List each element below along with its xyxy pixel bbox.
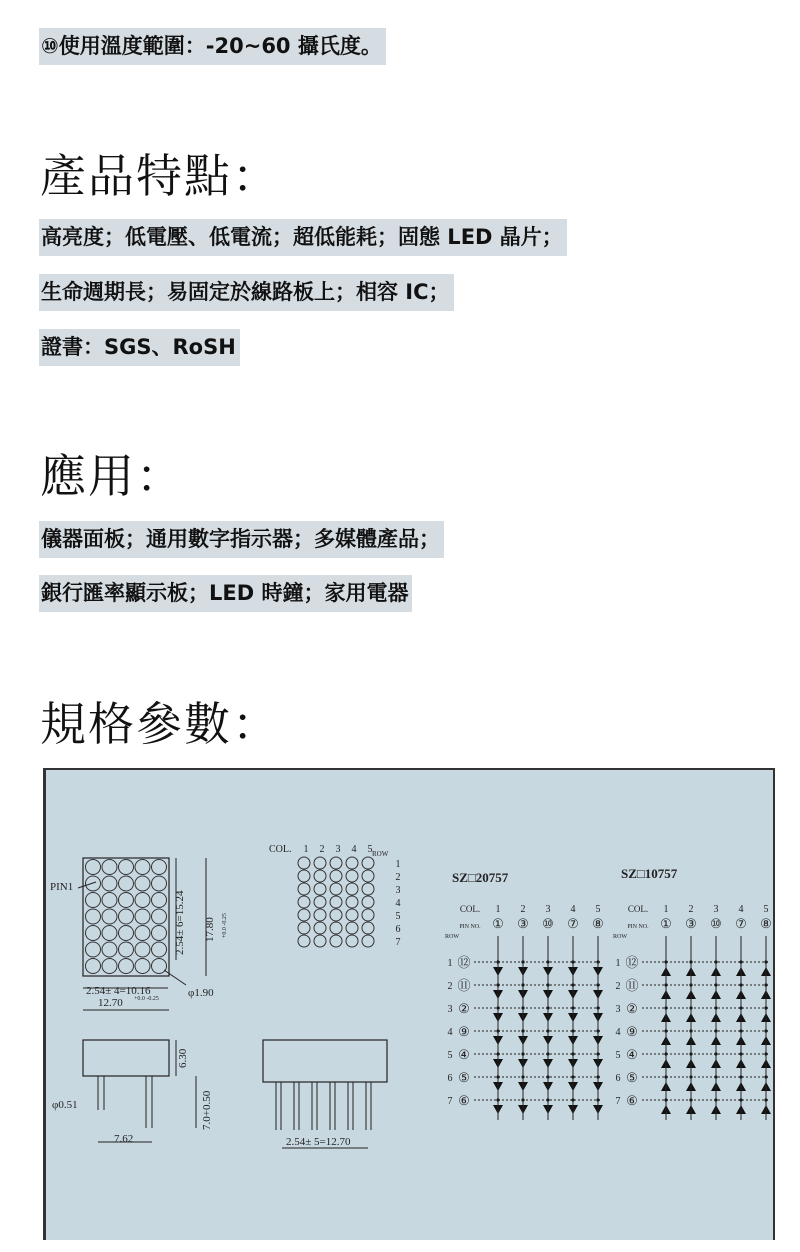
- row-label: ROW: [372, 850, 389, 858]
- schem-row-label: ROW: [445, 934, 459, 940]
- led-dot: [346, 883, 358, 895]
- schem-col-number: 2: [688, 904, 694, 915]
- led-dot: [314, 896, 326, 908]
- schem-row-pin: ⑫: [625, 955, 639, 970]
- schem-pin-no: PIN NO.: [627, 924, 649, 930]
- led-dot: [362, 896, 374, 908]
- schem-row-number: 7: [447, 1096, 453, 1107]
- schem-row-number: 3: [447, 1004, 453, 1015]
- led-dot: [298, 909, 310, 921]
- led-dot: [346, 922, 358, 934]
- col-number: 5: [367, 844, 373, 855]
- led-dot: [102, 926, 117, 941]
- led-dot: [135, 959, 150, 974]
- led-dot: [86, 860, 101, 875]
- led-dot: [102, 959, 117, 974]
- led-dot: [330, 922, 342, 934]
- row-number: 7: [395, 937, 401, 948]
- row-number: 2: [395, 872, 401, 883]
- led-dot: [152, 909, 167, 924]
- led-dot: [152, 942, 167, 957]
- schem-row-pin: ⑪: [457, 978, 471, 993]
- led-dot: [152, 926, 167, 941]
- col-number: 4: [351, 844, 357, 855]
- model-a-label: SZ□20757: [452, 870, 509, 885]
- schem-row-pin: ②: [458, 1001, 470, 1016]
- schem-col-pin: ⑧: [760, 916, 772, 931]
- schem-row-pin: ⑨: [626, 1024, 638, 1039]
- width-tol: +0.0 -0.25: [134, 996, 159, 1002]
- schem-col-number: 3: [545, 904, 551, 915]
- led-dot: [152, 860, 167, 875]
- model-b-label: SZ□10757: [621, 866, 678, 881]
- schem-col-number: 5: [763, 904, 769, 915]
- led-dot: [346, 935, 358, 947]
- led-dot: [135, 942, 150, 957]
- col-number: 3: [335, 844, 341, 855]
- led-dot: [102, 909, 117, 924]
- specs-heading: 規格參數：: [40, 697, 280, 751]
- feature-line-3: 證書：SGS、RoSH: [39, 329, 240, 366]
- led-dot: [119, 942, 134, 957]
- led-dot: [86, 959, 101, 974]
- row-number: 1: [395, 859, 401, 870]
- schem-col-label: COL.: [627, 904, 649, 914]
- pin1-label: PIN1: [50, 881, 74, 893]
- height-dim: 17.80: [204, 917, 216, 942]
- row-number: 4: [395, 898, 401, 909]
- horizontal-pitch-dim: 2.54± 4=10.16: [86, 985, 151, 997]
- led-dot: [152, 893, 167, 908]
- dimension-drawing: [43, 768, 775, 1240]
- led-dot: [119, 876, 134, 891]
- led-dot: [152, 959, 167, 974]
- schem-row-pin: ⑤: [626, 1070, 638, 1085]
- schem-row-number: 6: [615, 1073, 621, 1084]
- schem-col-number: 4: [570, 904, 576, 915]
- led-dot: [314, 883, 326, 895]
- led-dot: [102, 860, 117, 875]
- application-line-2: 銀行匯率顯示板；LED 時鐘；家用電器: [39, 575, 412, 612]
- led-dot: [119, 909, 134, 924]
- pin-length-dim: 7.0+0.50: [201, 1090, 213, 1130]
- schem-row-number: 5: [447, 1050, 453, 1061]
- schem-col-pin: ⑩: [542, 916, 554, 931]
- row-spacing-dim: 7.62: [114, 1133, 134, 1145]
- led-dot: [362, 922, 374, 934]
- led-dot: [86, 909, 101, 924]
- led-dot: [314, 935, 326, 947]
- technical-drawing-svg: [46, 770, 773, 1240]
- feature-line-1: 高亮度；低電壓、低電流；超低能耗；固態 LED 晶片；: [39, 219, 567, 256]
- led-dot: [314, 922, 326, 934]
- led-dot: [314, 857, 326, 869]
- led-dot: [330, 896, 342, 908]
- schem-col-number: 4: [738, 904, 744, 915]
- led-dot: [119, 860, 134, 875]
- led-dot: [119, 959, 134, 974]
- led-dot: [135, 876, 150, 891]
- schem-col-pin: ③: [517, 916, 529, 931]
- schem-col-number: 2: [520, 904, 526, 915]
- led-dot: [362, 935, 374, 947]
- schem-row-pin: ④: [626, 1047, 638, 1062]
- schem-row-number: 1: [615, 958, 621, 969]
- schem-row-number: 6: [447, 1073, 453, 1084]
- led-dot: [86, 926, 101, 941]
- led-dot: [346, 909, 358, 921]
- schem-col-pin: ⑦: [735, 916, 747, 931]
- row-number: 5: [395, 911, 401, 922]
- schem-row-pin: ④: [458, 1047, 470, 1062]
- schem-row-number: 2: [447, 981, 453, 992]
- schem-row-number: 5: [615, 1050, 621, 1061]
- row-number: 6: [395, 924, 401, 935]
- led-dot: [362, 857, 374, 869]
- schem-row-number: 7: [615, 1096, 621, 1107]
- schem-row-number: 3: [615, 1004, 621, 1015]
- temperature-range-line: ⑩使用溫度範圍：-20~60 攝氏度。: [39, 28, 386, 65]
- schem-row-pin: ②: [626, 1001, 638, 1016]
- led-dot: [119, 893, 134, 908]
- col-number: 1: [303, 844, 309, 855]
- feature-line-2: 生命週期長；易固定於線路板上；相容 IC；: [39, 274, 454, 311]
- led-dot: [135, 909, 150, 924]
- schem-col-pin: ⑩: [710, 916, 722, 931]
- row-number: 3: [395, 885, 401, 896]
- led-dot: [346, 896, 358, 908]
- pin-diameter-dim: φ0.51: [52, 1099, 78, 1111]
- led-dot: [102, 942, 117, 957]
- led-dot: [330, 857, 342, 869]
- schem-col-pin: ⑧: [592, 916, 604, 931]
- schem-row-number: 4: [447, 1027, 453, 1038]
- led-dot: [135, 860, 150, 875]
- led-dot: [135, 926, 150, 941]
- led-dot: [314, 870, 326, 882]
- led-dot: [86, 942, 101, 957]
- led-dot: [330, 935, 342, 947]
- led-dot: [330, 870, 342, 882]
- pitch-total-dim: 2.54± 5=12.70: [286, 1136, 351, 1148]
- led-dot: [102, 876, 117, 891]
- schem-row-number: 4: [615, 1027, 621, 1038]
- led-dot: [298, 857, 310, 869]
- schem-row-pin: ⑥: [626, 1093, 638, 1108]
- schem-row-label: ROW: [613, 934, 627, 940]
- led-dot: [298, 883, 310, 895]
- led-dot: [314, 909, 326, 921]
- led-dot: [362, 870, 374, 882]
- dot-diameter-dim: φ1.90: [188, 987, 214, 999]
- schem-pin-no: PIN NO.: [459, 924, 481, 930]
- led-dot: [298, 896, 310, 908]
- schem-col-number: 1: [663, 904, 669, 915]
- led-dot: [86, 893, 101, 908]
- height-tol: +0.0 -0.25: [222, 913, 228, 938]
- applications-heading: 應用：: [40, 449, 184, 503]
- schem-row-pin: ⑨: [458, 1024, 470, 1039]
- led-dot: [346, 870, 358, 882]
- led-dot: [362, 909, 374, 921]
- led-dot: [330, 909, 342, 921]
- led-dot: [298, 935, 310, 947]
- features-heading: 產品特點：: [40, 149, 280, 203]
- schem-row-number: 1: [447, 958, 453, 969]
- schem-col-pin: ①: [660, 916, 672, 931]
- led-dot: [346, 857, 358, 869]
- schem-row-number: 2: [615, 981, 621, 992]
- schem-col-number: 3: [713, 904, 719, 915]
- schem-row-pin: ⑥: [458, 1093, 470, 1108]
- led-dot: [119, 926, 134, 941]
- led-dot: [152, 876, 167, 891]
- led-dot: [135, 893, 150, 908]
- col-number: 2: [319, 844, 325, 855]
- width-dim: 12.70: [98, 997, 123, 1009]
- schem-col-label: COL.: [459, 904, 481, 914]
- schem-col-pin: ⑦: [567, 916, 579, 931]
- schem-col-number: 1: [495, 904, 501, 915]
- led-dot: [298, 922, 310, 934]
- schem-row-pin: ⑤: [458, 1070, 470, 1085]
- schem-col-number: 5: [595, 904, 601, 915]
- application-line-1: 儀器面板；通用數字指示器；多媒體產品；: [39, 521, 444, 558]
- led-dot: [362, 883, 374, 895]
- col-label: COL.: [269, 844, 292, 855]
- schem-col-pin: ③: [685, 916, 697, 931]
- vertical-pitch-dim: 2.54± 6=15.24: [174, 890, 186, 955]
- schem-row-pin: ⑫: [457, 955, 471, 970]
- schem-col-pin: ①: [492, 916, 504, 931]
- schem-row-pin: ⑪: [625, 978, 639, 993]
- side-height-dim: 6.30: [177, 1048, 189, 1068]
- led-dot: [298, 870, 310, 882]
- led-dot: [330, 883, 342, 895]
- led-dot: [102, 893, 117, 908]
